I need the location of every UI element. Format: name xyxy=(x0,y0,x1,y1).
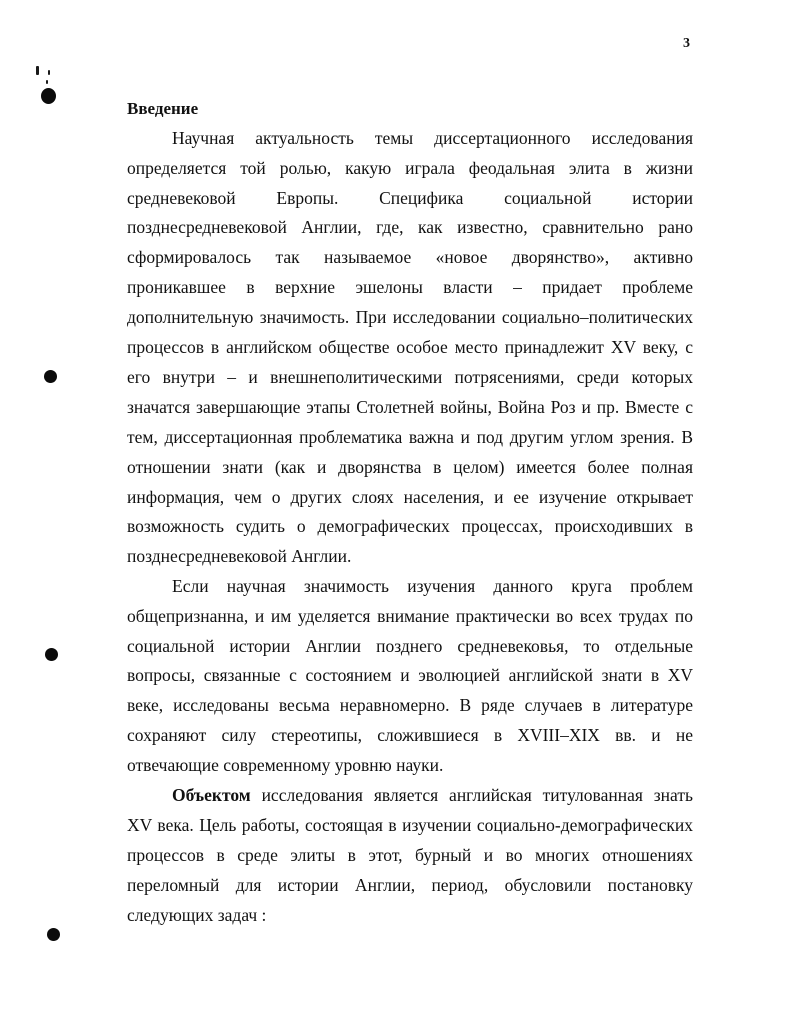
text-line: Если научная значимость изучения данного круга проблем xyxy=(172,576,693,596)
scan-speck xyxy=(36,66,39,75)
text-line: сохраняют силу стереотипы, сложившиеся в XVIII–XIX вв. и не xyxy=(127,725,693,745)
bold-term: Объектом xyxy=(172,785,251,805)
text-line: позднесредневековой Англии, где, как известно, сравнительно рано xyxy=(127,217,693,237)
text-line: переломный для истории Англии, период, обусловили постановку xyxy=(127,875,693,895)
text-line: дополнительную значимость. При исследовании социально–политических xyxy=(127,307,693,327)
scan-speck xyxy=(48,70,50,75)
text-line xyxy=(172,784,693,806)
text-line: процессов в среде элиты в этот, бурный и во многих отношениях xyxy=(127,845,693,865)
punch-hole xyxy=(41,88,56,104)
text-line: определяется той ролью, какую играла феодальная элита в жизни xyxy=(127,158,693,178)
page-number: 3 xyxy=(683,36,690,51)
text-line: отвечающие современному уровню науки. xyxy=(127,755,444,775)
text-line: общепризнанна, и им уделяется внимание практически во всех трудах по xyxy=(127,606,693,626)
text-line: процессов в английском обществе особое место принадлежит XV веку, с xyxy=(127,337,693,357)
text-line: отношении знати (как и дворянства в целом) имеется более полная xyxy=(127,457,693,477)
text-line: его внутри – и внешнеполитическими потрясениями, среди которых xyxy=(127,367,693,387)
text-line: тем, диссертационная проблематика важна и под другим углом зрения. В xyxy=(127,427,693,447)
text-line: XV века. Цель работы, состоящая в изучении социально-демографических xyxy=(127,815,693,835)
text-line: Научная актуальность темы диссертационного исследования xyxy=(172,128,693,148)
text-line: информация, чем о других слоях населения, и ее изучение открывает xyxy=(127,487,693,507)
text-line: социальной истории Англии позднего средневековья, то отдельные xyxy=(127,636,693,656)
text-line: значатся завершающие этапы Столетней войны, Война Роз и пр. Вместе с xyxy=(127,397,693,417)
punch-hole xyxy=(47,928,60,941)
text-line: позднесредневековой Англии. xyxy=(127,546,352,566)
punch-hole xyxy=(45,648,58,661)
text-line: веке, исследованы весьма неравномерно. В ряде случаев в литературе xyxy=(127,695,693,715)
punch-hole xyxy=(44,370,57,383)
text-line: сформировалось так называемое «новое дворянство», активно xyxy=(127,247,693,267)
text-line: средневековой Европы. Специфика социальной истории xyxy=(127,188,693,208)
text-run: исследования является английская титулованная знать xyxy=(250,785,693,805)
text-line: возможность судить о демографических процессах, происходивших в xyxy=(127,516,693,536)
scan-speck xyxy=(46,80,48,84)
text-line: проникавшее в верхние эшелоны власти – придает проблеме xyxy=(127,277,693,297)
text-line: вопросы, связанные с состоянием и эволюцией английской знати в XV xyxy=(127,665,693,685)
text-line: следующих задач : xyxy=(127,905,267,925)
section-heading: Введение xyxy=(127,99,199,118)
